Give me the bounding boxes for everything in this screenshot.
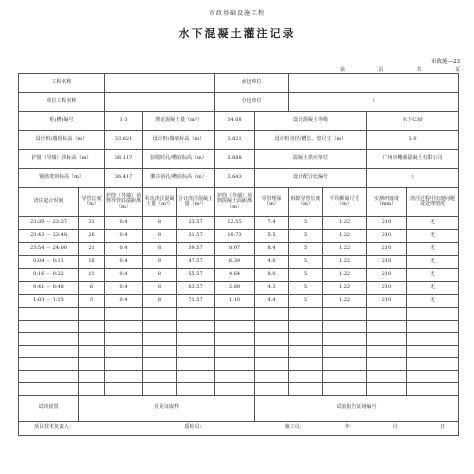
table-cell[interactable]: 31 [79,217,105,230]
table-cell[interactable]: 5 [289,217,323,230]
design-bottom-value[interactable]: 3.821 [215,131,255,150]
table-row-empty [19,333,459,346]
table-cell[interactable] [289,383,323,396]
table-cell[interactable] [143,370,177,383]
page-word: 页 [378,67,384,73]
table-cell[interactable] [143,333,177,346]
theory-vol-label: 理论混凝土量（m³） [143,112,215,131]
table-cell[interactable] [19,333,79,346]
table-cell[interactable] [255,345,289,358]
record-table [18,73,459,436]
table-cell[interactable] [215,320,255,333]
table-row-empty [19,383,459,396]
table-cell[interactable]: 8 [143,269,177,282]
table-cell[interactable] [255,383,289,396]
table-cell[interactable] [19,345,79,358]
table-cell[interactable] [407,370,459,383]
table-cell[interactable]: 1.22 [323,282,367,295]
table-row-empty [19,370,459,383]
table-cell[interactable]: 1.22 [323,295,367,308]
table-cell[interactable] [323,320,367,333]
table-cell[interactable] [19,383,79,396]
table-row [19,243,459,256]
test-report-cell[interactable] [255,395,459,421]
table-cell[interactable]: 7.4 [255,217,289,230]
table-cell[interactable] [407,358,459,371]
table-cell[interactable]: 5 [289,269,323,282]
pile-label: 桩(槽)编号 [19,112,105,131]
witness-sample-label: 有见证取样 [154,404,180,411]
table-cell[interactable]: 8 [143,295,177,308]
table-cell[interactable]: 47.57 [177,256,215,269]
col-header: 合计浇注混凝土量（m³） [177,188,215,217]
table-row [19,256,459,269]
table-cell[interactable] [79,358,105,371]
table-cell[interactable]: 12.55 [215,217,255,230]
table-row-empty [19,308,459,321]
table-cell[interactable] [367,383,407,396]
column-header-row [19,188,459,217]
table-cell[interactable] [323,345,367,358]
table-cell[interactable]: 4.3 [255,282,289,295]
date-year: 年 [345,424,351,431]
table-cell[interactable] [105,370,143,383]
table-cell[interactable] [143,308,177,321]
table-row [19,295,459,308]
signature-row [19,421,459,435]
table-cell[interactable]: 3 [79,295,105,308]
table-cell[interactable] [79,383,105,396]
table-cell[interactable]: 16 [79,256,105,269]
table-cell[interactable] [79,308,105,321]
table-cell[interactable] [323,358,367,371]
table-cell[interactable]: 10.73 [215,230,255,243]
table-cell[interactable]: 6 [79,282,105,295]
col-header: 浇注起止时间 [19,188,79,217]
table-cell[interactable]: 无 [407,282,459,295]
design-grade-value[interactable]: 水下C30 [367,112,459,131]
table-cell[interactable]: 1.22 [323,269,367,282]
table-cell[interactable]: 8.4 [255,243,289,256]
page-info [340,66,460,73]
table-cell[interactable]: 1:03 － 1:15 [19,295,79,308]
table-cell[interactable]: 210 [367,243,407,256]
cage-label: 钢筋笼顶标高（m） [19,169,105,188]
project-label: 工程名称 [19,74,105,93]
org-name: 市政基础设施工程 [208,10,265,17]
design-elev-value[interactable]: 33.821 [105,131,143,150]
witness-sample-cell[interactable] [79,395,255,421]
table-cell[interactable]: 4.4 [255,295,289,308]
cage-value[interactable]: 36.417 [105,169,143,188]
table-cell[interactable]: 5.5 [255,230,289,243]
table-cell[interactable] [177,370,215,383]
table-cell[interactable] [79,333,105,346]
table-row-empty [19,320,459,333]
table-cell[interactable]: 8 [143,256,177,269]
col-header: 护筒（导墙）顶到导管底端距离（m） [105,188,143,217]
table-cell[interactable] [215,308,255,321]
builder-label: 施工员： [284,424,305,431]
mix-design-value[interactable]: \ [367,169,459,188]
table-cell[interactable]: 0.4 [105,230,143,243]
table-cell[interactable]: 11 [79,269,105,282]
table-cell[interactable] [19,358,79,371]
table-cell[interactable] [255,333,289,346]
table-cell[interactable]: 0.4 [105,217,143,230]
supplier-value[interactable]: 广州市穗番混凝土有限公司 [367,150,459,169]
table-row-empty [19,345,459,358]
table-cell[interactable] [255,320,289,333]
hole-depth-label: 验收时孔/槽底标高（m） [143,150,215,169]
table-cell[interactable]: 0.4 [105,256,143,269]
table-cell[interactable]: 26 [79,230,105,243]
table-cell[interactable] [255,308,289,321]
table-cell[interactable]: 71.57 [177,295,215,308]
table-cell[interactable] [177,320,215,333]
table-row-empty [19,358,459,371]
table-cell[interactable]: 5 [289,282,323,295]
table-cell[interactable] [289,370,323,383]
table-cell[interactable]: 5 [289,230,323,243]
table-cell[interactable]: 23:30 － 23:37 [19,217,79,230]
table-cell[interactable]: 1.10 [215,295,255,308]
table-cell[interactable] [367,308,407,321]
table-cell[interactable] [79,320,105,333]
qc-label: 质检员： [184,424,205,431]
design-grade-label: 设计混凝土等级 [255,112,367,131]
table-cell[interactable] [407,345,459,358]
table-cell[interactable] [215,383,255,396]
before-label: 灌注前孔/槽底标高（m） [143,169,215,188]
table-cell[interactable] [105,308,143,321]
mix-label: 试块留置 [19,395,79,421]
table-cell[interactable] [323,370,367,383]
contractor-value[interactable] [289,74,459,93]
table-cell[interactable]: 31.57 [177,230,215,243]
date-field[interactable] [345,425,457,431]
table-cell[interactable]: 8.07 [215,243,255,256]
table-cell[interactable]: 210 [367,269,407,282]
table-cell[interactable] [407,383,459,396]
table-cell[interactable] [105,333,143,346]
table-cell[interactable]: 21 [79,243,105,256]
table-cell[interactable]: 无 [407,230,459,243]
table-cell[interactable] [289,308,323,321]
design-dia-value[interactable]: 1.0 [367,131,459,150]
table-cell[interactable] [177,308,215,321]
design-dia-label: 设计桩直径/槽长、宽尺寸（m） [255,131,367,150]
table-cell[interactable] [177,383,215,396]
date-month: 月 [392,424,398,431]
table-cell[interactable]: 无 [407,256,459,269]
table-cell[interactable]: 无 [407,295,459,308]
table-cell[interactable]: 1.22 [323,217,367,230]
table-cell[interactable] [177,358,215,371]
table-cell[interactable] [289,345,323,358]
col-header: 浇注过程中出现问题及处理情况 [407,188,459,217]
table-cell[interactable]: 0.4 [105,295,143,308]
table-cell[interactable]: 5 [289,295,323,308]
table-cell[interactable]: 2.88 [215,282,255,295]
table-cell[interactable] [19,370,79,383]
table-cell[interactable]: 0.4 [105,269,143,282]
table-cell[interactable] [79,370,105,383]
page-prefix: 第 [340,67,346,73]
table-cell[interactable]: 210 [367,256,407,269]
col-header: 导管埋深（m） [255,188,289,217]
table-cell[interactable] [143,358,177,371]
table-cell[interactable]: 无 [407,269,459,282]
test-report-label: 试验报告证场编号 [336,404,377,411]
table-cell[interactable] [289,320,323,333]
table-row [19,282,459,295]
table-cell[interactable] [177,345,215,358]
design-bottom-label: 设计桩/墙底标高（m） [143,131,215,150]
project-value[interactable] [105,74,215,93]
supplier-label: 混凝土供应单位 [255,150,367,169]
table-cell[interactable]: 0:04 － 0:11 [19,256,79,269]
table-cell[interactable]: 5 [289,243,323,256]
table-cell[interactable]: 4.64 [215,269,255,282]
table-cell[interactable] [143,383,177,396]
table-cell[interactable]: 8 [143,217,177,230]
table-cell[interactable]: 1.22 [323,243,367,256]
table-cell[interactable]: 55.57 [177,269,215,282]
table-cell[interactable] [323,308,367,321]
table-cell[interactable]: 23:54 － 24:00 [19,243,79,256]
col-header: 平均断面尺寸（m） [323,188,367,217]
table-cell[interactable] [105,358,143,371]
design-elev-label: 设计桩/墙顶标高（m） [19,131,105,150]
tech-lead-label: 项目技术负责人： [34,424,75,431]
table-cell[interactable] [79,345,105,358]
casing-label: 护筒（导墙）顶标高（m） [19,150,105,169]
table-cell[interactable]: 8 [143,243,177,256]
hole-depth-value[interactable]: 3.688 [215,150,255,169]
col-header: 实测坍落度（mm） [367,188,407,217]
table-cell[interactable] [105,320,143,333]
table-cell[interactable] [105,345,143,358]
casing-value[interactable]: 36.117 [105,150,143,169]
table-cell[interactable]: 1.22 [323,230,367,243]
table-cell[interactable] [19,320,79,333]
unit-value[interactable] [105,93,215,112]
total-suffix: 页 [454,67,460,73]
table-cell[interactable]: 63.57 [177,282,215,295]
table-cell[interactable] [367,320,407,333]
before-value[interactable]: 3.643 [215,169,255,188]
subcontractor-value[interactable]: \ [289,93,459,112]
table-cell[interactable]: 1.22 [323,256,367,269]
table-cell[interactable] [323,333,367,346]
table-cell[interactable]: 210 [367,282,407,295]
table-cell[interactable]: 210 [367,230,407,243]
table-cell[interactable] [367,333,407,346]
table-cell[interactable]: 39.57 [177,243,215,256]
table-cell[interactable] [407,308,459,321]
table-cell[interactable] [407,333,459,346]
contractor-label: 承包单位 [215,74,289,93]
table-cell[interactable]: 8 [143,230,177,243]
table-cell[interactable]: 0:41 － 0:48 [19,282,79,295]
table-cell[interactable] [105,383,143,396]
table-cell[interactable] [367,358,407,371]
page-title: 水下混凝土灌注记录 [178,27,296,40]
table-row [19,230,459,243]
table-cell[interactable] [215,333,255,346]
table-cell[interactable] [143,320,177,333]
subcontractor-label: 分包单位 [215,93,289,112]
table-cell[interactable]: 0.4 [105,282,143,295]
col-header: 本次浇注混凝土量（m³） [143,188,177,217]
table-cell[interactable]: 8 [143,282,177,295]
table-cell[interactable] [289,333,323,346]
pile-value[interactable]: 1-3 [105,112,143,131]
table-cell[interactable] [255,370,289,383]
table-cell[interactable] [215,370,255,383]
table-cell[interactable]: 8.0 [255,269,289,282]
table-cell[interactable] [323,383,367,396]
table-cell[interactable] [215,358,255,371]
table-cell[interactable] [407,320,459,333]
table-cell[interactable]: 无 [407,243,459,256]
table-cell[interactable]: 0:16 － 0:22 [19,269,79,282]
table-cell[interactable]: 0.4 [105,243,143,256]
total-word: 共 [416,67,422,73]
col-header: 导管长度（m） [79,188,105,217]
table-cell[interactable] [367,345,407,358]
col-header: 拆除导管长度（m） [289,188,323,217]
table-cell[interactable]: 无 [407,217,459,230]
table-cell[interactable] [19,308,79,321]
table-cell[interactable] [143,345,177,358]
table-cell[interactable]: 210 [367,295,407,308]
table-cell[interactable]: 210 [367,217,407,230]
table-cell[interactable] [367,370,407,383]
theory-vol-value[interactable]: 34.08 [215,112,255,131]
mix-design-label: 设计配合比编号 [255,169,367,188]
table-cell[interactable]: 23:42 － 23:48 [19,230,79,243]
table-cell[interactable] [177,333,215,346]
table-cell[interactable]: 6.39 [215,256,255,269]
table-cell[interactable]: 23.57 [177,217,215,230]
table-cell[interactable] [255,358,289,371]
table-cell[interactable]: 5 [289,256,323,269]
table-row [19,269,459,282]
unit-label: 单位工程名称 [19,93,105,112]
table-cell[interactable]: 4.6 [255,256,289,269]
form-code: 市政施—23 [431,59,460,65]
col-header: 护筒（导墙）顶到混凝土面距离（m） [215,188,255,217]
table-cell[interactable] [289,358,323,371]
table-cell[interactable] [215,345,255,358]
table-row [19,217,459,230]
date-day: 日 [440,424,446,431]
